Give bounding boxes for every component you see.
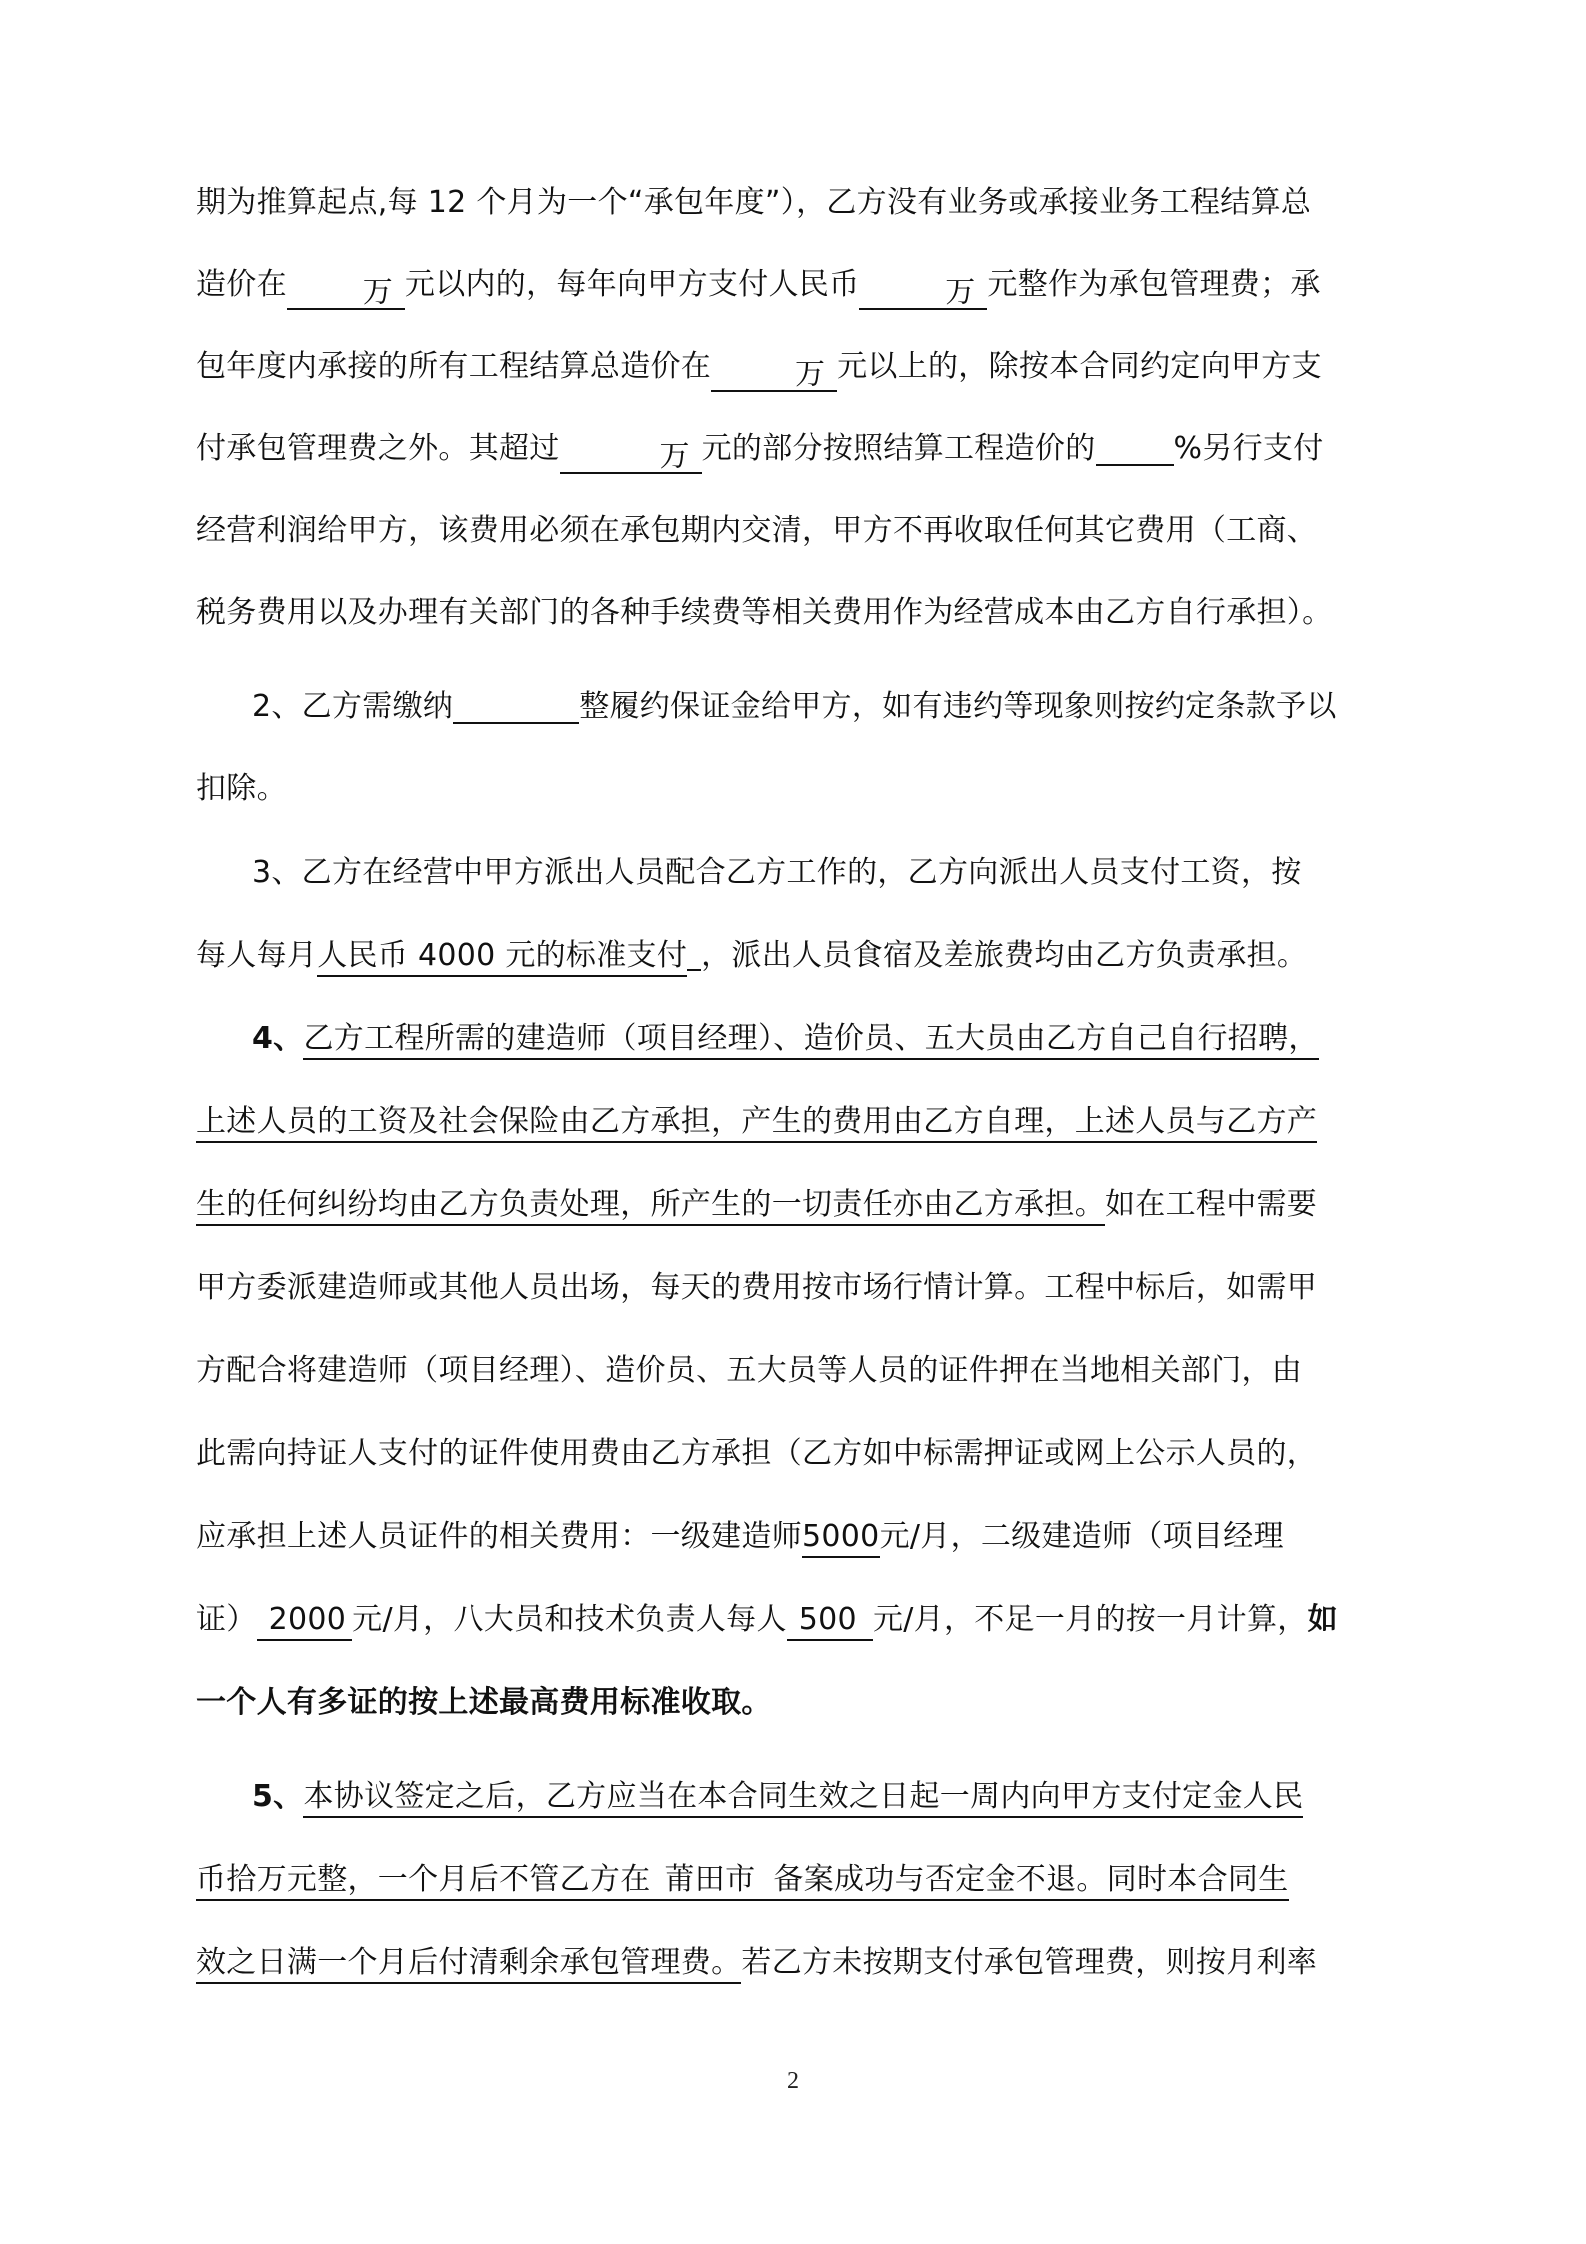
underlined-text: 本协议签定之后，乙方应当在本合同生效之日起一周内向甲方支付定金人民	[303, 1779, 1303, 1818]
fee-value: 5000	[802, 1519, 880, 1558]
underlined-text: 上述人员的工资及社会保险由乙方承担，产生的费用由乙方自理，上述人员与乙方产	[196, 1104, 1317, 1143]
fill-in-blank[interactable]: 万	[859, 272, 987, 310]
fill-in-blank[interactable]: 万	[560, 436, 702, 474]
clause4-line5: 方配合将建造师（项目经理）、造价员、五大员等人员的证件押在当地相关部门，由	[196, 1353, 1303, 1388]
underlined-text: 生的任何纠纷均由乙方负责处理，所产生的一切责任亦由乙方承担。	[196, 1187, 1105, 1226]
page-number: 2	[787, 2068, 799, 2094]
fee-value: 500	[787, 1602, 873, 1641]
clause3-line2: 每人每月人民币 4000 元的标准支付 ，派出人员食宿及差旅费均由乙方负责承担。	[196, 935, 1396, 977]
clause4-line4: 甲方委派建造师或其他人员出场，每天的费用按市场行情计算。工程中标后，如需甲	[196, 1270, 1318, 1305]
clause4-line2	[196, 1101, 1396, 1143]
fill-in-blank[interactable]	[1096, 428, 1174, 466]
clause2-line1: 2、乙方需缴纳 整履约保证金给甲方，如有违约等现象则按约定条款予以	[252, 686, 1452, 728]
clause3-line1: 3、乙方在经营中甲方派出人员配合乙方工作的，乙方向派出人员支付工资，按	[252, 855, 1302, 890]
clause2-line2: 扣除。	[196, 771, 287, 806]
paragraph1-line2: 造价在 万 元以内的，每年向甲方支付人民币 万 元整作为承包管理费；承	[196, 267, 1321, 310]
underlined-text: 币拾万元整，一个月后不管乙方在	[196, 1862, 651, 1901]
clause4-line6: 此需向持证人支付的证件使用费由乙方承担（乙方如中标需押证或网上公示人员的，	[196, 1436, 1318, 1471]
clause4-line3: 生的任何纠纷均由乙方负责处理，所产生的一切责任亦由乙方承担。如在工程中需要	[196, 1184, 1396, 1226]
clause5-line3: 效之日满一个月后付清剩余承包管理费。若乙方未按期支付承包管理费，则按月利率	[196, 1942, 1396, 1984]
clause4-line7: 应承担上述人员证件的相关费用：一级建造师5000元/月，二级建造师（项目经理	[196, 1516, 1396, 1558]
fill-in-blank[interactable]: 万	[711, 354, 837, 392]
paragraph1-line3: 包年度内承接的所有工程结算总造价在 万 元以上的，除按本合同约定向甲方支	[196, 349, 1322, 392]
underline-tail	[687, 935, 701, 971]
paragraph1-line1: 期为推算起点,每 12 个月为一个“承包年度”），乙方没有业务或承接业务工程结算总	[196, 185, 1312, 220]
city-name: 莆田市	[651, 1862, 774, 1901]
clause4-line9: 一个人有多证的按上述最高费用标准收取。	[196, 1685, 772, 1720]
clause5-line2	[196, 1859, 1396, 1901]
fee-value: 2000	[257, 1602, 353, 1641]
underlined-text: 人民币 4000 元的标准支付	[317, 938, 687, 977]
clause5-line1: 5、本协议签定之后，乙方应当在本合同生效之日起一周内向甲方支付定金人民	[252, 1776, 1452, 1818]
fill-in-blank[interactable]: 万	[287, 272, 405, 310]
paragraph1-line5: 经营利润给甲方，该费用必须在承包期内交清，甲方不再收取任何其它费用（工商、	[196, 513, 1318, 548]
underlined-text: 乙方工程所需的建造师（项目经理）、造价员、五大员由乙方自己自行招聘，	[303, 1021, 1318, 1060]
clause4-line8: 证） 2000 元/月，八大员和技术负责人每人 500 元/月，不足一月的按一月计算，如	[196, 1599, 1396, 1641]
deposit-blank[interactable]	[453, 686, 579, 724]
underlined-text: 效之日满一个月后付清剩余承包管理费。	[196, 1945, 741, 1984]
underlined-text: 备案成功与否定金不退。同时本合同生	[773, 1862, 1288, 1901]
paragraph1-line6: 税务费用以及办理有关部门的各种手续费等相关费用作为经营成本由乙方自行承担）。	[196, 595, 1333, 630]
paragraph1-line4: 付承包管理费之外。其超过 万 元的部分按照结算工程造价的 %另行支付	[196, 428, 1396, 470]
clause4-line1: 4、乙方工程所需的建造师（项目经理）、造价员、五大员由乙方自己自行招聘，	[252, 1018, 1452, 1060]
